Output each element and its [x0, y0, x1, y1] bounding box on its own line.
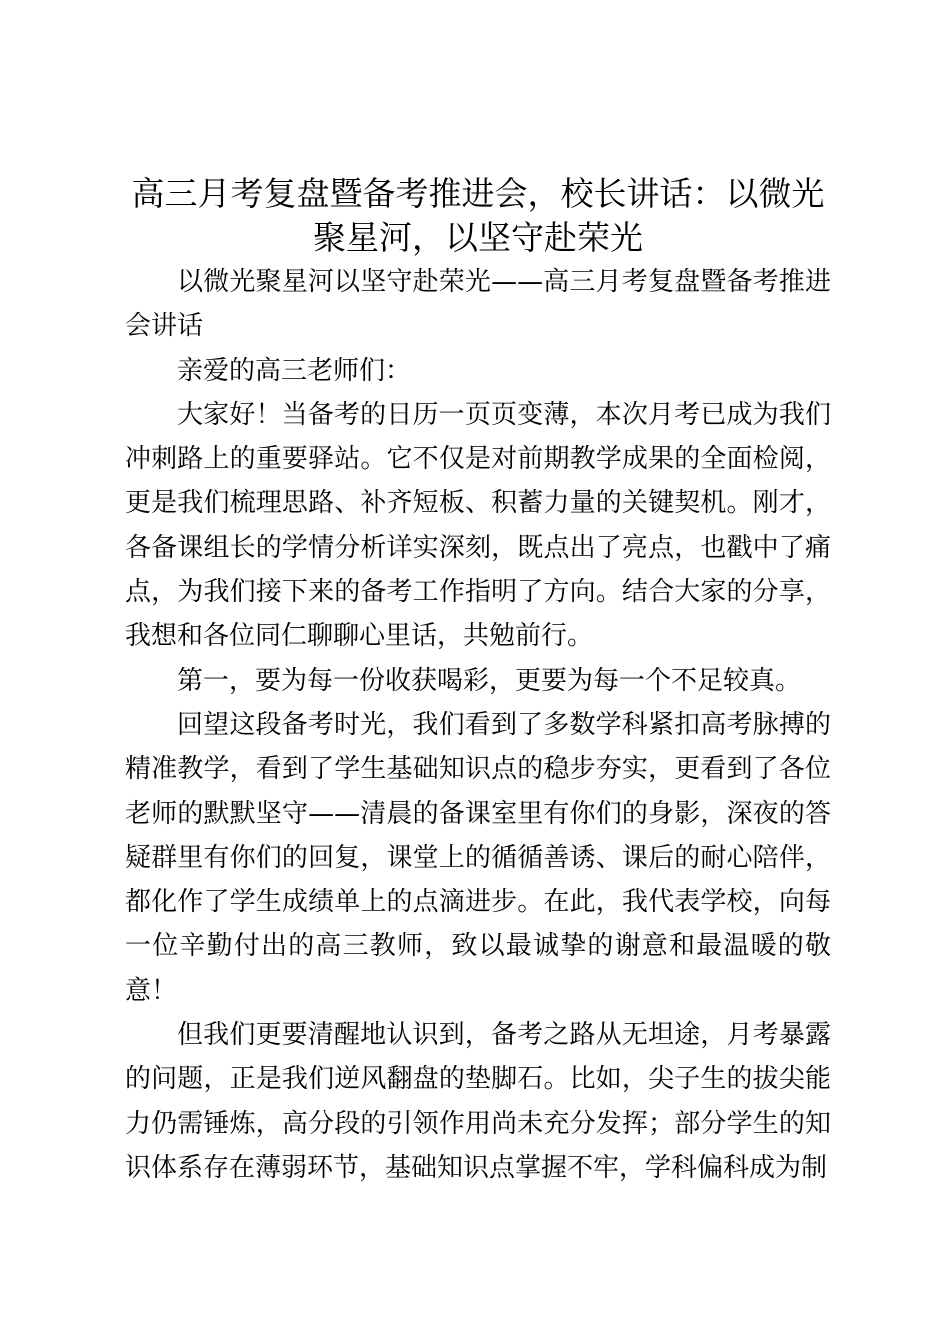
salutation-paragraph: 亲爱的高三老师们：: [177, 355, 412, 386]
body-paragraph: 回望这段备考时光，我们看到了多数学科紧扣高考脉搏的精准教学，看到了学生基础知识点的稳步夯实，更看到了各位老师的默默坚守——清晨的备课室里有你们的身影，深夜的答疑群里有你们的回复，课堂上的循循善诱、课后的耐心陪伴，都化作了学生成绩单上的点滴进步。在此，我代表学校，向每一位辛勤付出的高三教师，致以最诚挚的谢意和最温暖的敬意！: [125, 709, 831, 1006]
document-body: [125, 172, 831, 1190]
section-heading-paragraph: 第一，要为每一份收获喝彩，更要为每一个不足较真。: [177, 665, 802, 696]
subtitle-paragraph: 以微光聚星河以坚守赴荣光——高三月考复盘暨备考推进会讲话: [125, 267, 831, 342]
document-title: 高三月考复盘暨备考推进会，校长讲话：以微光聚星河，以坚守赴荣光: [131, 174, 825, 257]
body-paragraph: 但我们更要清醒地认识到，备考之路从无坦途，月考暴露的问题，正是我们逆风翻盘的垫脚石。比如，尖子生的拔尖能力仍需锤炼，高分段的引领作用尚未充分发挥；部分学生的知识体系存在薄弱环节，基础知识点掌握不牢，学科偏科成为制: [125, 1020, 831, 1183]
body-paragraph: 大家好！当备考的日历一页页变薄，本次月考已成为我们冲刺路上的重要驿站。它不仅是对前期教学成果的全面检阅，更是我们梳理思路、补齐短板、积蓄力量的关键契机。刚才，各备课组长的学情分析详实深刻，既点出了亮点，也戳中了痛点，为我们接下来的备考工作指明了方向。结合大家的分享，我想和各位同仁聊聊心里话，共勉前行。: [125, 399, 831, 652]
